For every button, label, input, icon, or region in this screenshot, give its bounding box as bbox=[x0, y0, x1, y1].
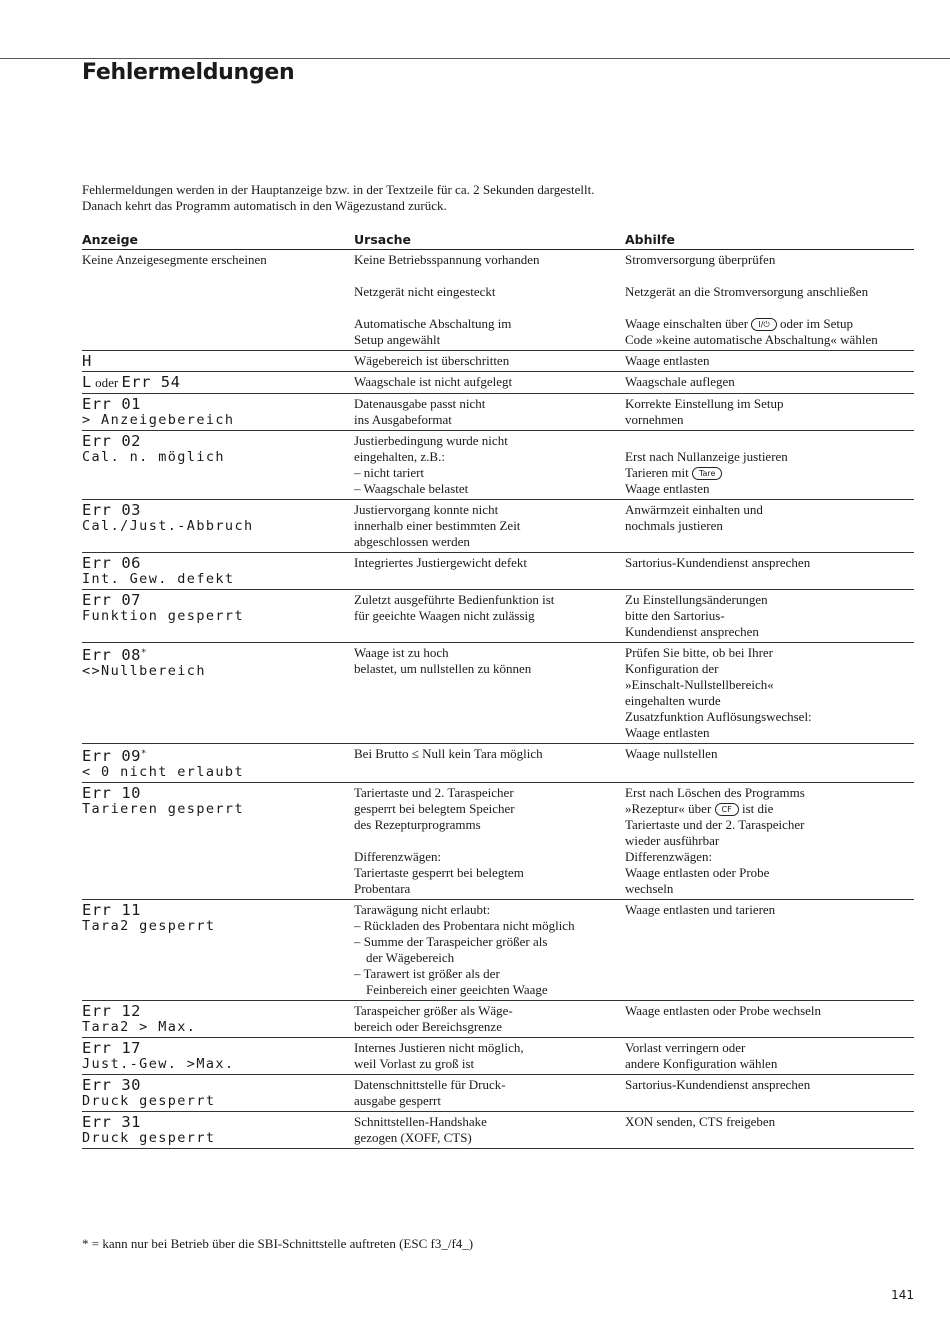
ursache-text: abgeschlossen werden bbox=[354, 534, 470, 549]
abhilfe-text: XON senden, CTS freigeben bbox=[625, 1114, 776, 1129]
ursache-text: Integriertes Justiergewicht defekt bbox=[354, 555, 528, 570]
abhilfe-text: Erst nach Nullanzeige justieren bbox=[625, 449, 788, 464]
table-row bbox=[82, 500, 914, 553]
abhilfe-text: Anwärmzeit einhalten und bbox=[625, 502, 763, 517]
abhilfe-text: nochmals justieren bbox=[625, 518, 723, 533]
abhilfe-text: wechseln bbox=[625, 881, 674, 896]
abhilfe-text: Waage entlasten oder Probe wechseln bbox=[625, 1003, 822, 1018]
ursache-text: Setup angewählt bbox=[354, 332, 441, 347]
page-number: 141 bbox=[891, 1288, 914, 1302]
ursache-text: – Summe der Taraspeicher größer als bbox=[354, 934, 548, 949]
ursache-text: – nicht tariert bbox=[354, 465, 425, 480]
display-text: Druck gesperrt bbox=[82, 1130, 216, 1146]
ursache-text: bereich oder Bereichsgrenze bbox=[354, 1019, 502, 1034]
cf-key-icon: CF bbox=[715, 803, 739, 816]
display-text: <>Nullbereich bbox=[82, 663, 206, 679]
ursache-text: Tariertaste gesperrt bei belegtem bbox=[354, 865, 524, 880]
ursache-text: Keine Betriebsspannung vorhanden bbox=[354, 252, 540, 267]
ursache-text: Differenzwägen: bbox=[354, 849, 442, 864]
header-abhilfe: Abhilfe bbox=[625, 232, 676, 247]
display-code: Err 11 bbox=[82, 901, 141, 919]
abhilfe-text: »Rezeptur« über CF ist die bbox=[625, 801, 774, 816]
abhilfe-text: Sartorius-Kundendienst ansprechen bbox=[625, 555, 811, 570]
header-anzeige: Anzeige bbox=[82, 232, 139, 247]
abhilfe-text: bitte den Sartorius- bbox=[625, 608, 725, 623]
display-code: H bbox=[82, 352, 92, 370]
table-row bbox=[82, 1001, 914, 1038]
ursache-text: belastet, um nullstellen zu können bbox=[354, 661, 532, 676]
intro-line: Danach kehrt das Programm automatisch in den Wägezustand zurück. bbox=[82, 198, 447, 213]
abhilfe-text: Netzgerät an die Stromversorgung anschließen bbox=[625, 284, 869, 299]
abhilfe-text: Waage entlasten bbox=[625, 725, 710, 740]
ursache-text: Zuletzt ausgeführte Bedienfunktion ist bbox=[354, 592, 555, 607]
display-text: Tarieren gesperrt bbox=[82, 801, 244, 817]
abhilfe-text: Sartorius-Kundendienst ansprechen bbox=[625, 1077, 811, 1092]
display-text: Tara2 > Max. bbox=[82, 1019, 197, 1035]
table-row bbox=[82, 1112, 914, 1149]
display-text: Cal. n. möglich bbox=[82, 449, 225, 465]
abhilfe-text: Waage entlasten bbox=[625, 353, 710, 368]
abhilfe-text: Waage entlasten bbox=[625, 481, 710, 496]
ursache-text: Automatische Abschaltung im bbox=[354, 316, 512, 331]
table-row bbox=[82, 643, 914, 744]
footnote: * = kann nur bei Betrieb über die SBI-Schnittstelle auftreten (ESC f3_/f4_) bbox=[82, 1236, 474, 1251]
ursache-text: Waage ist zu hoch bbox=[354, 645, 449, 660]
ursache-text: ins Ausgabeformat bbox=[354, 412, 452, 427]
abhilfe-text: Zu Einstellungsänderungen bbox=[625, 592, 768, 607]
abhilfe-text: Waage nullstellen bbox=[625, 746, 718, 761]
display-text: Cal./Just.-Abbruch bbox=[82, 518, 254, 534]
tare-key-icon: Tare bbox=[692, 467, 723, 480]
ursache-text: Tariertaste und 2. Taraspeicher bbox=[354, 785, 514, 800]
table-row bbox=[82, 351, 914, 372]
table-row bbox=[82, 1038, 914, 1075]
display-code: Err 08* bbox=[82, 646, 147, 664]
table-row bbox=[82, 372, 914, 394]
intro-text bbox=[82, 182, 914, 214]
abhilfe-text: Konfiguration der bbox=[625, 661, 719, 676]
table-row bbox=[82, 590, 914, 643]
abhilfe-text: Waage einschalten über I/⏻ oder im Setup bbox=[625, 316, 853, 331]
ursache-text: Datenschnittstelle für Druck- bbox=[354, 1077, 506, 1092]
abhilfe-text: Kundendienst ansprechen bbox=[625, 624, 759, 639]
abhilfe-text: Prüfen Sie bitte, ob bei Ihrer bbox=[625, 645, 774, 660]
abhilfe-text: Waage entlasten und tarieren bbox=[625, 902, 776, 917]
display-text: Funktion gesperrt bbox=[82, 608, 244, 624]
abhilfe-text: Differenzwägen: bbox=[625, 849, 713, 864]
ursache-text: innerhalb einer bestimmten Zeit bbox=[354, 518, 521, 533]
abhilfe-text: Zusatzfunktion Auflösungswechsel: bbox=[625, 709, 812, 724]
display-text: Tara2 gesperrt bbox=[82, 918, 216, 934]
table-row bbox=[82, 783, 914, 900]
ursache-text: Schnittstellen-Handshake bbox=[354, 1114, 487, 1129]
ursache-text: gesperrt bei belegtem Speicher bbox=[354, 801, 515, 816]
error-table bbox=[82, 230, 914, 1149]
ursache-text: Tarawägung nicht erlaubt: bbox=[354, 902, 491, 917]
display-code: Err 07 bbox=[82, 591, 141, 609]
abhilfe-text: Tariertaste und der 2. Taraspeicher bbox=[625, 817, 805, 832]
display-code: Err 01 bbox=[82, 395, 141, 413]
display-code: Err 30 bbox=[82, 1076, 141, 1094]
table-row bbox=[82, 553, 914, 590]
abhilfe-text: eingehalten wurde bbox=[625, 693, 721, 708]
ursache-text: für geeichte Waagen nicht zulässig bbox=[354, 608, 535, 623]
top-rule bbox=[0, 58, 950, 59]
power-key-icon: I/⏻ bbox=[751, 318, 776, 331]
header-ursache: Ursache bbox=[354, 232, 411, 247]
abhilfe-text: wieder ausführbar bbox=[625, 833, 720, 848]
display-code: Err 17 bbox=[82, 1039, 141, 1057]
display-text: Druck gesperrt bbox=[82, 1093, 216, 1109]
ursache-text: ausgabe gesperrt bbox=[354, 1093, 441, 1108]
ursache-text: eingehalten, z.B.: bbox=[354, 449, 445, 464]
intro-line: Fehlermeldungen werden in der Hauptanzeige bzw. in der Textzeile für ca. 2 Sekunden dargestellt. bbox=[82, 182, 595, 197]
ursache-text: der Wägebereich bbox=[366, 950, 455, 965]
abhilfe-text: Stromversorgung überprüfen bbox=[625, 252, 776, 267]
ursache-text: Taraspeicher größer als Wäge- bbox=[354, 1003, 513, 1018]
display-code: Err 10 bbox=[82, 784, 141, 802]
abhilfe-text: »Einschalt-Nullstellbereich« bbox=[625, 677, 774, 692]
table-row bbox=[82, 302, 914, 351]
ursache-text: – Rückladen des Probentara nicht möglich bbox=[354, 918, 575, 933]
abhilfe-text: Korrekte Einstellung im Setup bbox=[625, 396, 784, 411]
table-row bbox=[82, 900, 914, 1001]
table-row bbox=[82, 250, 914, 270]
display-code: Err 02 bbox=[82, 432, 141, 450]
ursache-text: Waagschale ist nicht aufgelegt bbox=[354, 374, 513, 389]
display-text: Int. Gew. defekt bbox=[82, 571, 235, 587]
page-title: Fehlermeldungen bbox=[82, 60, 295, 85]
abhilfe-text: andere Konfiguration wählen bbox=[625, 1056, 778, 1071]
abhilfe-text: Vorlast verringern oder bbox=[625, 1040, 746, 1055]
ursache-text: Internes Justieren nicht möglich, bbox=[354, 1040, 524, 1055]
abhilfe-text: Code »keine automatische Abschaltung« wählen bbox=[625, 332, 878, 347]
table-row bbox=[82, 744, 914, 783]
display-code: Err 12 bbox=[82, 1002, 141, 1020]
ursache-text: Justierbedingung wurde nicht bbox=[354, 433, 508, 448]
anzeige-text: Keine Anzeigesegmente erscheinen bbox=[82, 252, 267, 267]
display-code: L oder Err 54 bbox=[82, 373, 181, 391]
ursache-text: Datenausgabe passt nicht bbox=[354, 396, 486, 411]
ursache-text: des Rezepturprogramms bbox=[354, 817, 481, 832]
abhilfe-text: Erst nach Löschen des Programms bbox=[625, 785, 805, 800]
display-code: Err 03 bbox=[82, 501, 141, 519]
abhilfe-text: Waagschale auflegen bbox=[625, 374, 735, 389]
abhilfe-text: Tarieren mit Tare bbox=[625, 465, 914, 481]
display-code: Err 06 bbox=[82, 554, 141, 572]
table-row bbox=[82, 431, 914, 500]
ursache-text: Feinbereich einer geeichten Waage bbox=[366, 982, 548, 997]
ursache-text: Bei Brutto ≤ Null kein Tara möglich bbox=[354, 746, 543, 761]
abhilfe-text: vornehmen bbox=[625, 412, 684, 427]
ursache-text: gezogen (XOFF, CTS) bbox=[354, 1130, 472, 1145]
table-row bbox=[82, 1075, 914, 1112]
ursache-text: weil Vorlast zu groß ist bbox=[354, 1056, 475, 1071]
table-header bbox=[82, 230, 914, 250]
table-row bbox=[82, 270, 914, 302]
ursache-text: – Tarawert ist größer als der bbox=[354, 966, 500, 981]
abhilfe-text: Waage entlasten oder Probe bbox=[625, 865, 770, 880]
ursache-text: Probentara bbox=[354, 881, 411, 896]
display-text: < 0 nicht erlaubt bbox=[82, 764, 244, 780]
display-text: Just.-Gew. >Max. bbox=[82, 1056, 235, 1072]
ursache-text: Justiervorgang konnte nicht bbox=[354, 502, 499, 517]
display-code: Err 31 bbox=[82, 1113, 141, 1131]
table-row bbox=[82, 394, 914, 431]
display-text: > Anzeigebereich bbox=[82, 412, 235, 428]
ursache-text: – Waagschale belastet bbox=[354, 481, 469, 496]
ursache-text: Netzgerät nicht eingesteckt bbox=[354, 284, 496, 299]
ursache-text: Wägebereich ist überschritten bbox=[354, 353, 510, 368]
display-code: Err 09* bbox=[82, 747, 147, 765]
